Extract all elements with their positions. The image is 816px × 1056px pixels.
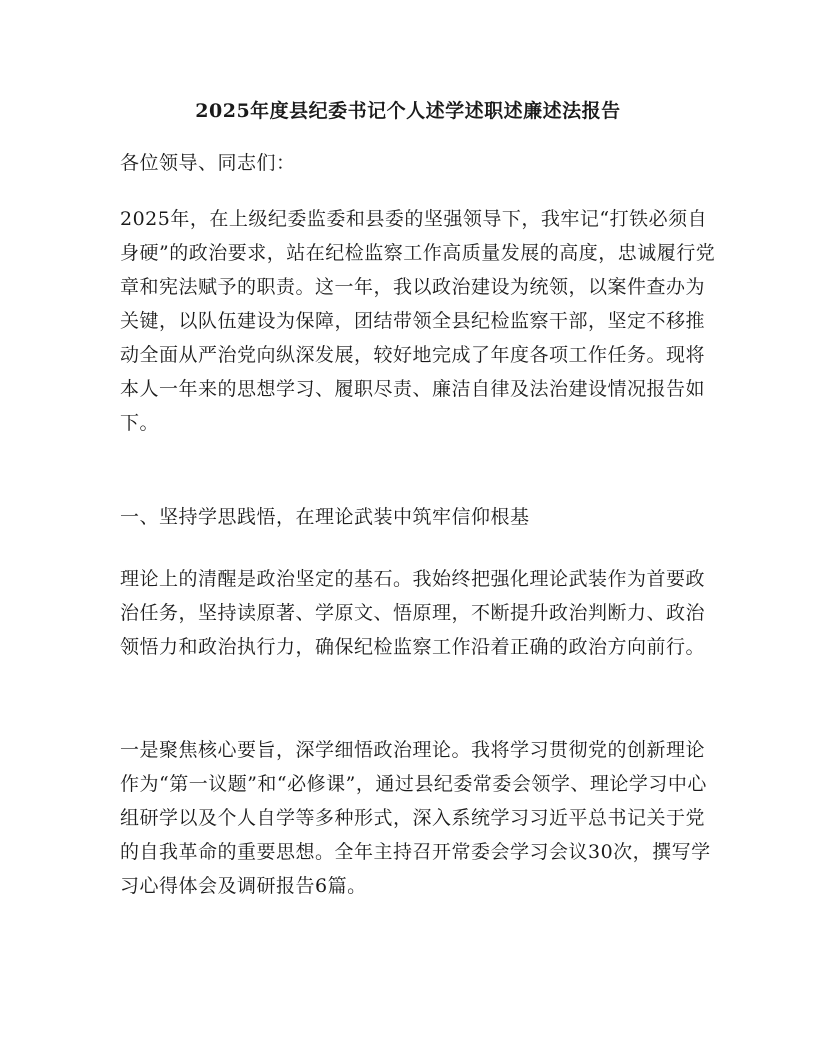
section-1-paragraph-1: 理论上的清醒是政治坚定的基石。我始终把强化理论武装作为首要政治任务，坚持读原著、学原文、悟原理，不断提升政治判断力、政治领悟力和政治执行力，确保纪检监察工作沿着正确的政治方向前行。 [120, 568, 706, 658]
section-heading-1: 一、坚持学思践悟，在理论武装中筑牢信仰根基 [120, 506, 530, 528]
intro-paragraph: 2025年，在上级纪委监委和县委的坚强领导下，我牢记“打铁必须自身硬”的政治要求，站在纪检监察工作高质量发展的高度，忠诚履行党章和宪法赋予的职责。这一年，我以政治建设为统领，以案件查办为关键，以队伍建设为保障，团结带领全县纪检监察干部，坚定不移推动全面从严治党向纵深发展，较好地完成了年度各项工作任务。现将本人一年来的思想学习、履职尽责、廉洁自律及法治建设情况报告如下。 [120, 208, 716, 434]
section-1-paragraph-2: 一是聚焦核心要旨，深学细悟政治理论。我将学习贯彻党的创新理论作为“第一议题”和“必修课”，通过县纪委常委会领学、理论学习中心组研学以及个人自学等多种形式，深入系统学习习近平总书记关于党的自我革命的重要思想。全年主持召开常委会学习会议30次，撰写学习心得体会及调研报告6篇。 [120, 739, 711, 897]
document-title: 2025年度县纪委书记个人述学述职述廉述法报告 [195, 100, 621, 122]
salutation: 各位领导、同志们： [120, 152, 296, 174]
